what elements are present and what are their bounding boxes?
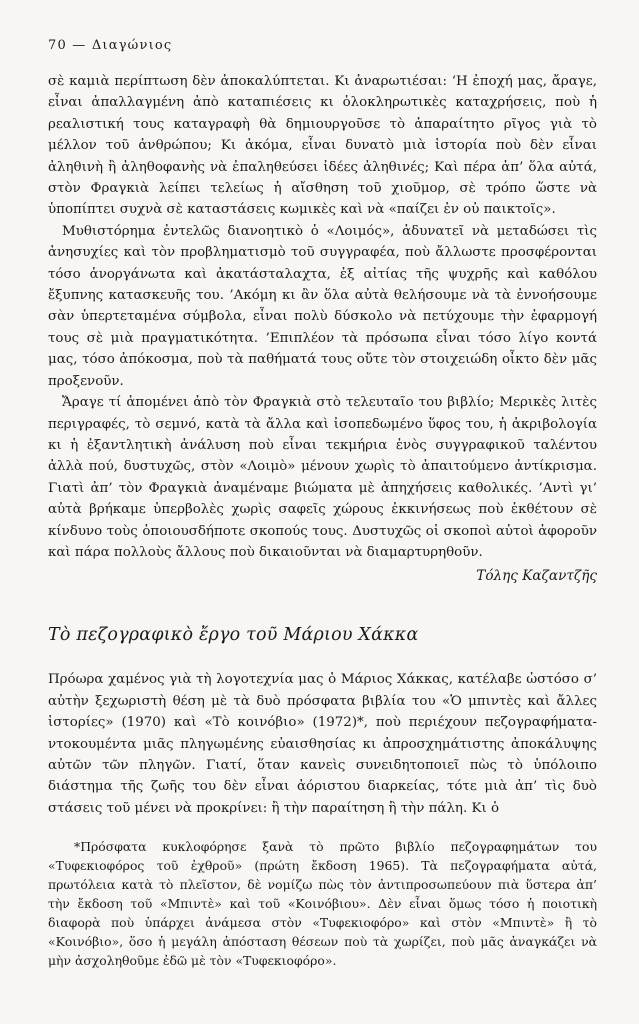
- article-section: [48, 625, 597, 970]
- journal-name: — Διαγώνιος: [72, 38, 173, 53]
- article-paragraph: Πρόωρα χαμένος γιὰ τὴ λογοτεχνία μας ὁ Μάριος Χάκκας, κατέλαβε ὡστόσο σ’ αὐτὴν ξεχωριστὴ θέση μὲ τὰ δυὸ πρόσφατα βιβλία του «Ὁ μπιντὲς καὶ ἄλλες ἱστορίες» (1970) καὶ «Τὸ κοινόβιο» (1972)*, ποὺ περιέχουν πεζογραφήματα-ντοκουμέντα μιᾶς πληγωμένης εὐαισθησίας κι ἀπροσχημάτιστης ἀποκάλυψης αὐτῶν τῶν πληγῶν. Γιατί, ὅταν κανεὶς συνειδητοποιεῖ πὼς τὸ ὑπόλοιπο διάστημα τῆς ζωῆς του δὲν εἶναι ἀόριστου διαρκείας, τότε μιὰ ἀπ’ τὶς δυὸ στάσεις τοῦ μένει νὰ προκρίνει: ἢ τὴν παραίτηση ἢ τὴν πάλη. Κι ὁ: [48, 672, 597, 816]
- running-header: [48, 38, 597, 53]
- document-page: [48, 38, 597, 970]
- page-number: 70: [48, 38, 67, 53]
- review-section: [48, 71, 597, 587]
- review-paragraph: Μυθιστόρημα ἐντελῶς διανοητικὸ ὁ «Λοιμός», ἀδυνατεῖ νὰ μεταδώσει τὶς ἀνησυχίες καὶ τὸν προβληματισμὸ τοῦ συγγραφέα, ποὺ ἄλλωστε προσφέρονται τόσο ἀνοργάνωτα καὶ ἀκατάσταλαχτα, ἐξ αἰτίας τῆς ψυχρῆς καὶ καθόλου ἔξυπνης κατασκευῆς του. ’Ακόμη κι ἂν ὅλα αὐτὰ θελήσουμε νὰ τὰ ἐννοήσουμε σὰν ὑπερτεταμένα σύμβολα, εἶναι πολὺ δύσκολο νὰ πετύχουμε τὴν ἐφαρμογή τους σὲ μιὰ πραγματικότητα. ’Επιπλέον τὰ πρόσωπα εἶναι τόσο λίγο κοντά μας, τόσο ἀπόκοσμα, ποὺ τὰ παθήματά τους οὔτε τὸν στοιχειώδη οἶκτο δὲν μᾶς προξενοῦν.: [48, 223, 597, 389]
- review-paragraph: Ἄραγε τί ἀπομένει ἀπὸ τὸν Φραγκιὰ στὸ τελευταῖο του βιβλίο; Μερικὲς λιτὲς περιγραφές, τὸ σεμνό, κατὰ τὰ ἄλλα καὶ ἰσοπεδωμένο ὕφος του, ἡ ἀκριβολογία κι ἡ ἐξαντλητικὴ ἀνάλυση ποὺ εἶναι τεκμήρια ἑνὸς συγγραφικοῦ ταλέντου ἀλλὰ πού, δυστυχῶς, στὸν «Λοιμὸ» μένουν χωρὶς τὸ ἀπαιτούμενο ἀντίκρισμα. Γιατὶ ἀπ’ τὸν Φραγκιὰ ἀναμέναμε βιώματα μὲ ἀπηχήσεις καθολικές. ’Αντὶ γι’ αὐτὰ βρήκαμε ὑπερβολὲς χωρὶς σαφεῖς χώρους ἐκκινήσεως ποὺ ἐκθέτουν σὲ κίνδυνο τοὺς ὁποιουσδήποτε σκοπούς τους. Δυστυχῶς οἱ σκοποὶ αὐτοὶ ἀφοροῦν καὶ πάρα πολλοὺς ἄλλους ποὺ δικαιοῦνται νὰ διαμαρτυρηθοῦν.: [48, 395, 597, 560]
- footnote: *Πρόσφατα κυκλοφόρησε ξανὰ τὸ πρῶτο βιβλίο πεζογραφημάτων του «Τυφεκιοφόρος τοῦ ἐχθροῦ» (πρώτη ἔκδοση 1965). Τὰ πεζογραφήματα αὐτά, πρωτόλεια κατὰ τὸ πλεῖστον, δὲ νομίζω πὼς τὸν ἀντιπροσωπεύουν πιὰ ὕστερα ἀπ’ τὴν ἔκδοση τοῦ «Μπιντὲ» καὶ τοῦ «Κοινόβιου». Δὲν εἶναι ὅμως τόσο ἡ ποιοτικὴ διαφορὰ ποὺ ὑπάρχει ἀνάμεσα στὸν «Τυφεκιοφόρο» καὶ στὸν «Μπιντὲ» ἢ τὸ «Κοινόβιο», ὅσο ἡ μεγάλη ἀπόσταση θέσεων ποὺ τὰ χωρίζει, ποὺ μᾶς ἀναγκάζει νὰ μὴν ἀσχοληθοῦμε ἐδῶ μὲ τὸν «Τυφεκιοφόρο».: [48, 839, 597, 969]
- author-signature: Τόλης Καζαντζῆς: [476, 568, 597, 585]
- article-title: Τὸ πεζογραφικὸ ἔργο τοῦ Μάριου Χάκκα: [48, 625, 419, 646]
- review-paragraph: σὲ καμιὰ περίπτωση δὲν ἀποκαλύπτεται. Κι ἀναρωτιέσαι: ‘Η ἐποχή μας, ἄραγε, εἶναι ἀπαλλαγμένη ἀπὸ καταπιέσεις κι ὁλοκληρωτικὲς καταχρήσεις, ποὺ ἡ ρεαλιστική τους καταγραφὴ θὰ δημιουργοῦσε τὸ ἀπαραίτητο ρῖγος γιὰ τὸ μέλλον τοῦ ἀνθρώπου; Κι ἀκόμα, εἶναι δυνατὸ μιὰ ἱστορία ποὺ δὲν εἶναι ἀληθινὴ ἢ ἀληθοφανὴς νὰ ἐπαληθεύσει ἰδέες ἀληθινές; Καὶ πέρα ἀπ’ ὅλα αὐτά, στὸν Φραγκιὰ λείπει τελείως ἡ αἴσθηση τοῦ χιοῦμορ, σὲ τρόπο ὥστε νὰ ὑποπίπτει συχνὰ σὲ καταστάσεις κωμικὲς καὶ νὰ «παίζει ἐν οὐ παικτοῖς».: [48, 74, 597, 218]
